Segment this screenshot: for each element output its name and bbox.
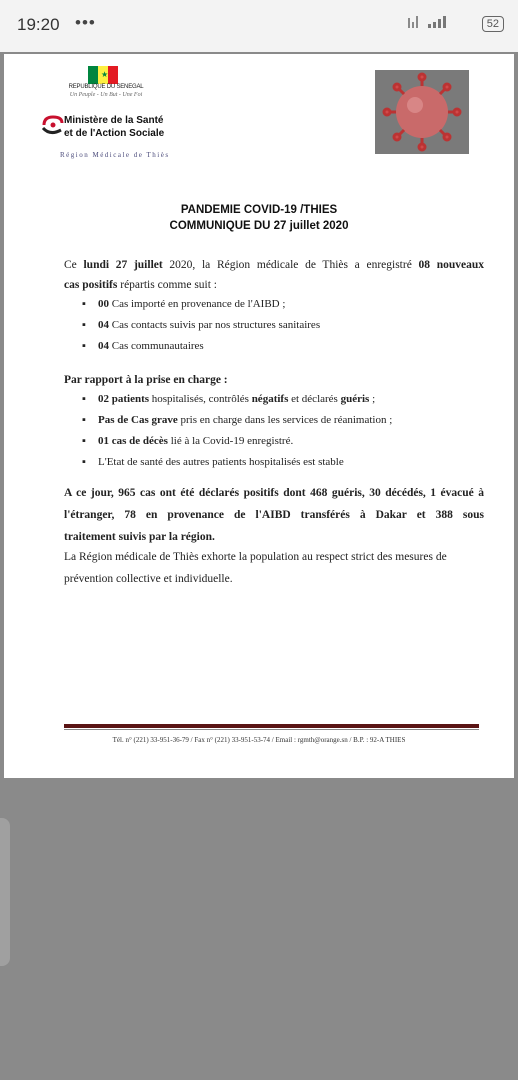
battery-icon: 52 <box>482 16 504 32</box>
national-motto: Un Peuple - Un But - Une Foi <box>69 92 143 98</box>
republic-label: REPUBLIQUE DU SENEGAL <box>68 84 144 90</box>
intro-line2: cas positifs répartis comme suit : <box>64 279 218 291</box>
closing-paragraph: La Région médicale de Thiès exhorte la population au respect strict des mesures de prévention collective et individuelle. <box>64 551 447 585</box>
document-title: PANDEMIE COVID-19 /THIES <box>180 204 338 216</box>
care-heading: Par rapport à la prise en charge : <box>64 374 228 386</box>
footer-contact: Tél. n° (221) 33-951-36-79 / Fax n° (221) 33-951-53-74 / Email : rgmth@orange.sn / B.P. : 92-A THIES <box>112 736 406 744</box>
signal-icon <box>406 14 466 33</box>
footer-divider-thin <box>64 729 479 730</box>
senegal-flag-icon: ★ <box>88 66 118 84</box>
notification-dots-icon: ••• <box>75 13 96 32</box>
status-bar <box>0 0 518 52</box>
region-label: Région Médicale de Thiès <box>60 151 170 159</box>
intro-paragraph <box>64 255 484 295</box>
ministry-name <box>64 114 164 140</box>
coronavirus-image <box>375 70 469 154</box>
ministry-logo-icon <box>40 114 66 136</box>
status-time: 19:20 <box>17 15 60 34</box>
footer-divider <box>64 724 479 728</box>
document-subtitle: COMMUNIQUE DU 27 juillet 2020 <box>169 220 349 232</box>
document-page: ★ REPUBLIQUE DU SENEGAL Un Peuple - Un But - Une Foi Ministère de la Santé et de l'Action Sociale Région Médicale de Thiès PANDEMIE COVID-19 /THIES COMMUNIQUE DU 27 juillet 2020 Ce lundi 27 juillet 2020, la Région médicale de Thiès a enregistré 08 nouveaux cas positifs répartis comme suit : ▪ 00 Cas importé en provenance de l'AIBD ; ▪ 04 Cas contacts suivis par nos structures sanitaires ▪ 04 Cas communautaires Par rapport à la prise en charge : ▪ 02 patients hospitalisés, contrôlés négatifs et déclarés guéris ; ▪ Pas de Cas grave pris en charge dans les services de réanimation ; ▪ 01 cas de décès lié à la Covid-19 enregistré. ▪ L'Etat de santé des autres patients hospitalisés est stable A ce jour, 965 cas ont été déclarés positifs dont 468 guéris, 30 décédés, 1 évacué à l'étranger, 78 en provenance de l'AIBD transférés à Dakar et 388 sous traitement suivis par la région. La Région médicale de Thiès exhorte la population au respect strict des mesures de prévention collective et individuelle. Tél. n° (221) 33-951-36-79 / Fax n° (221) 33-951-53-74 / Email : rgmth@orange.sn / B.P. : 92-A THIES <box>4 54 514 778</box>
edge-panel-handle[interactable] <box>0 818 10 966</box>
ministry-line1: Ministère de la Santé <box>64 115 164 126</box>
intro-line1: Ce lundi 27 juillet 2020, la Région médicale de Thiès a enregistré 08 nouveaux <box>64 259 484 271</box>
summary-paragraph: A ce jour, 965 cas ont été déclarés positifs dont 468 guéris, 30 décédés, 1 évacué à l'étranger, 78 en provenance de l'AIBD transférés à Dakar et 388 sous traitement suivis par la région. <box>64 487 484 543</box>
ministry-line2: et de l'Action Sociale <box>64 128 165 139</box>
